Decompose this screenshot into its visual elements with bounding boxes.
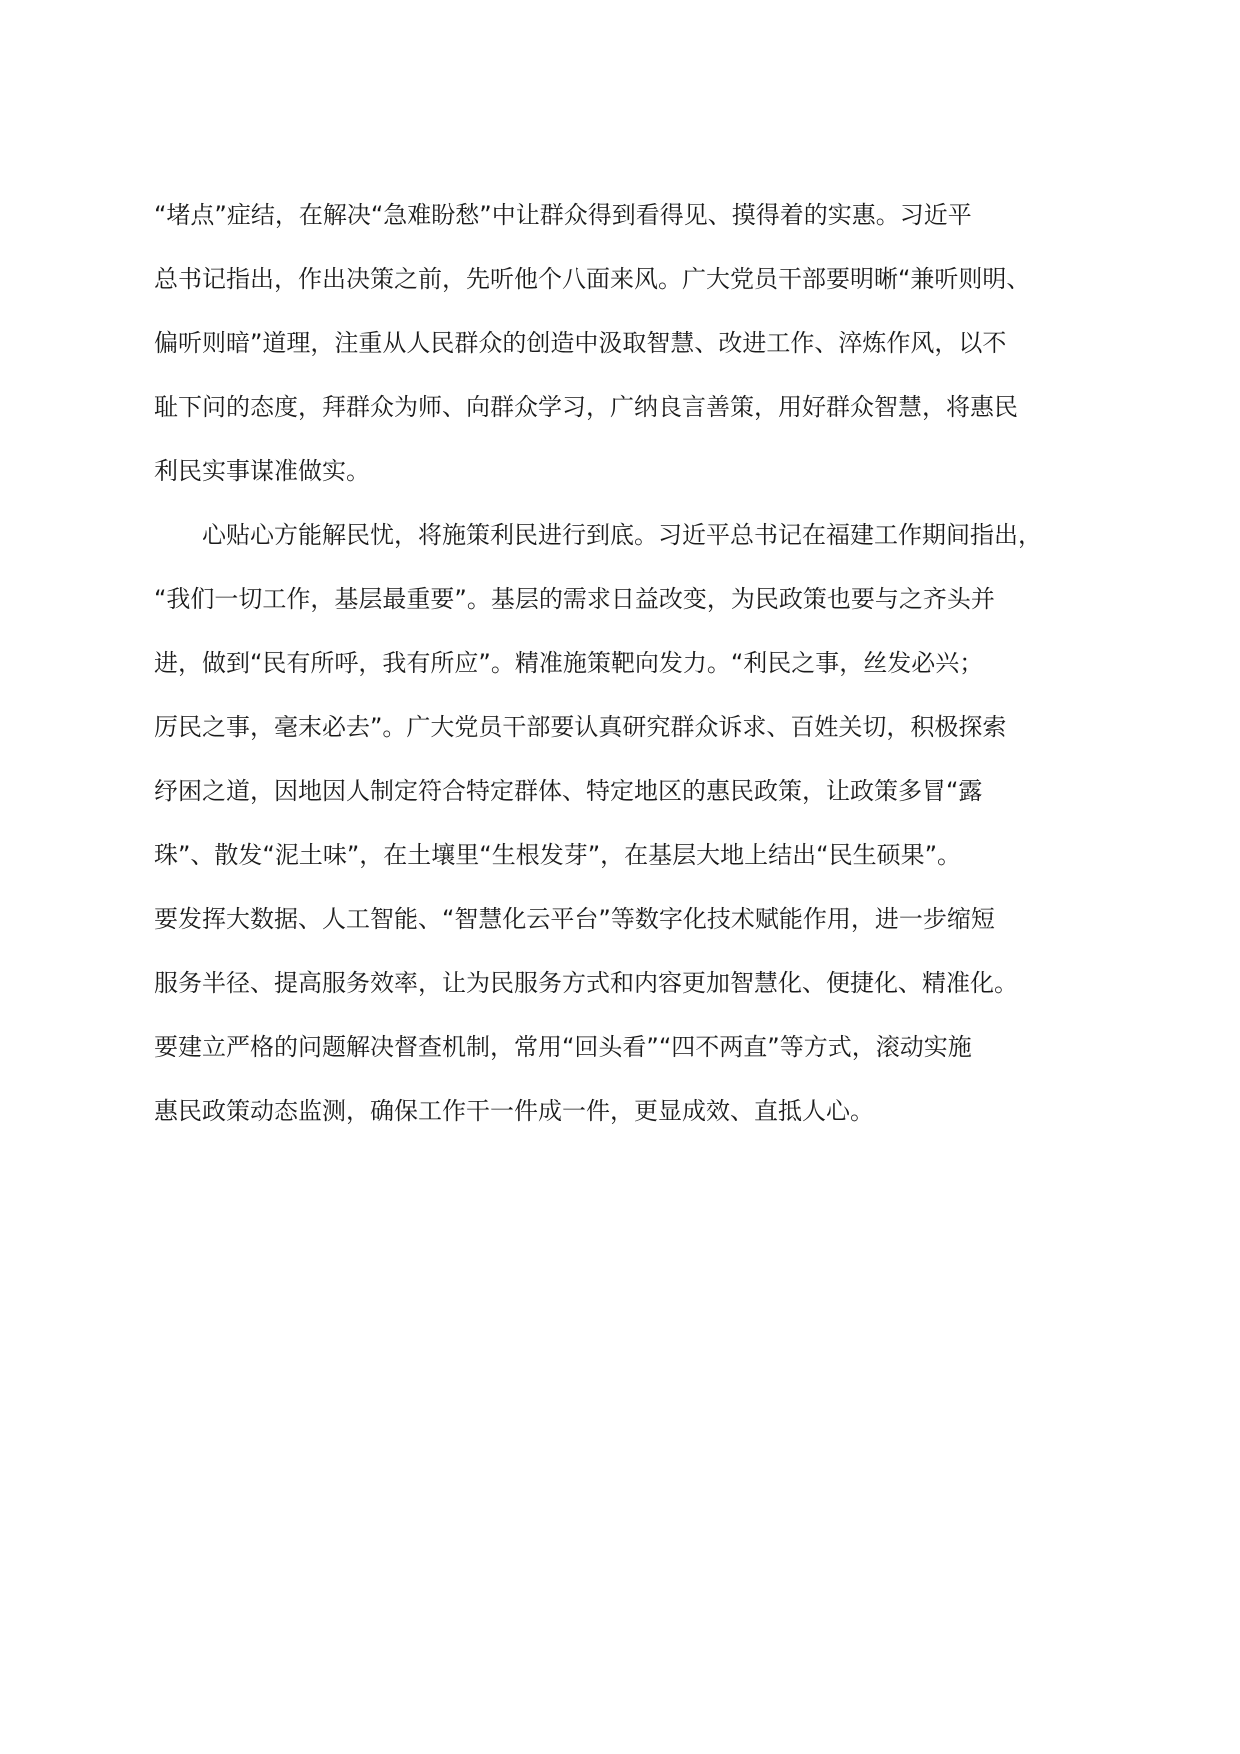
text-line: 利民实事谋准做实。 (154, 457, 370, 485)
text-line: 进，做到“民有所呼，我有所应”。精准施策靶向发力。“利民之事，丝发必兴； (154, 649, 984, 677)
text-line: 惠民政策动态监测，确保工作干一件成一件，更显成效、直抵人心。 (154, 1097, 874, 1125)
text-line: 服务半径、提高服务效率，让为民服务方式和内容更加智慧化、便捷化、精准化。 (154, 969, 1018, 997)
text-line: “我们一切工作，基层最重要”。基层的需求日益改变，为民政策也要与之齐头并 (154, 585, 995, 613)
text-line: 厉民之事，毫末必去”。广大党员干部要认真研究群众诉求、百姓关切，积极探索 (154, 713, 1007, 741)
text-line: 要建立严格的问题解决督查机制，常用“回头看”“四不两直”等方式，滚动实施 (154, 1033, 972, 1061)
text-line: 耻下问的态度，拜群众为师、向群众学习，广纳良言善策，用好群众智慧，将惠民 (154, 393, 1018, 421)
text-line: “堵点”症结，在解决“急难盼愁”中让群众得到看得见、摸得着的实惠。习近平 (154, 201, 972, 229)
text-line: 心贴心方能解民忧，将施策利民进行到底。习近平总书记在福建工作期间指出， (202, 521, 1042, 549)
text-line: 纾困之道，因地因人制定符合特定群体、特定地区的惠民政策，让政策多冒“露 (154, 777, 983, 805)
paragraph-1 (154, 188, 1066, 508)
text-line: 要发挥大数据、人工智能、“智慧化云平台”等数字化技术赋能作用，进一步缩短 (154, 905, 995, 933)
paragraph-2 (154, 508, 1066, 1148)
text-line: 珠”、散发“泥土味”，在土壤里“生根发芽”，在基层大地上结出“民生硕果”。 (154, 841, 962, 869)
document-body (154, 188, 1066, 1148)
text-line: 偏听则暗”道理，注重从人民群众的创造中汲取智慧、改进工作、淬炼作风，以不 (154, 329, 1007, 357)
text-line: 总书记指出，作出决策之前，先听他个八面来风。广大党员干部要明晰“兼听则明、 (154, 265, 1031, 293)
